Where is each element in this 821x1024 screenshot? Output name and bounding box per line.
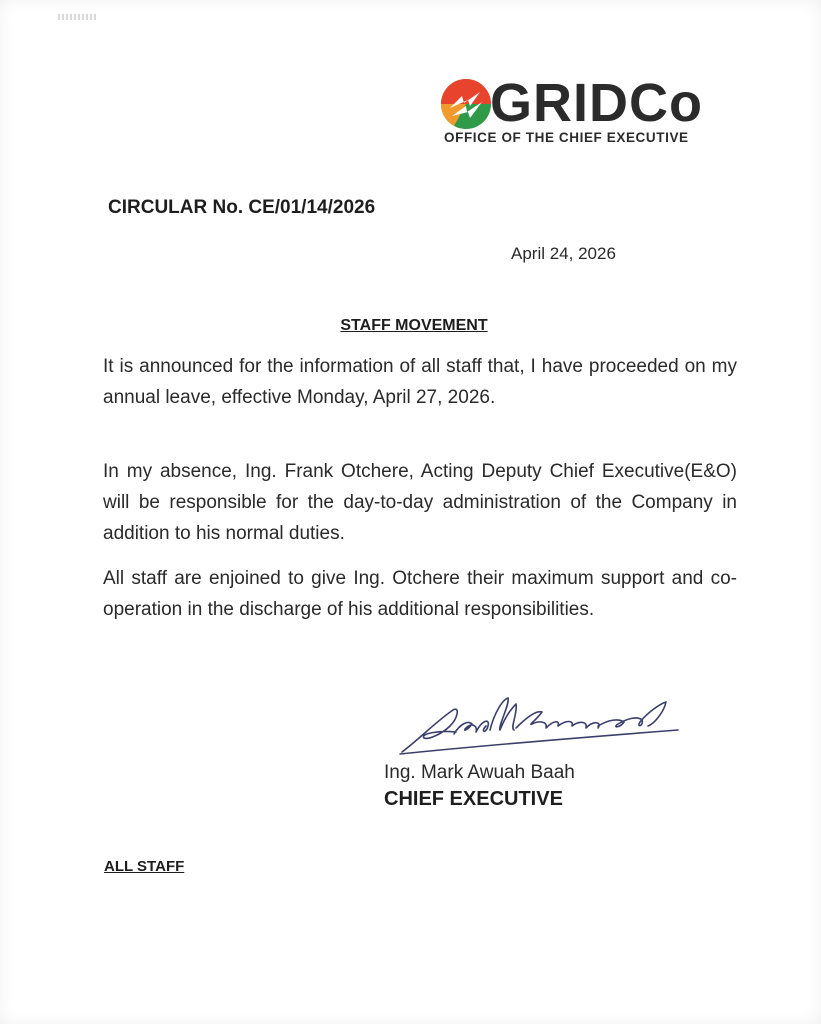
signer-name: Ing. Mark Awuah Baah xyxy=(384,762,575,783)
circular-subject: STAFF MOVEMENT xyxy=(340,317,488,334)
office-title: OFFICE OF THE CHIEF EXECUTIVE xyxy=(444,130,689,145)
signer-title: CHIEF EXECUTIVE xyxy=(384,788,563,810)
circular-date: April 24, 2026 xyxy=(511,244,616,263)
gridco-logo xyxy=(438,72,758,152)
body-paragraph: In my absence, Ing. Frank Otchere, Acting Deputy Chief Executive(E&O) will be responsible for the day-to-day administration of the Company in addition to his normal duties. xyxy=(103,461,737,544)
scan-artifact xyxy=(58,14,98,20)
body-paragraph: All staff are enjoined to give Ing. Otchere their maximum support and co-operation in the discharge of his additional responsibilities. xyxy=(103,568,737,620)
gridco-logo-icon xyxy=(440,78,492,130)
circular-number: CIRCULAR No. CE/01/14/2026 xyxy=(108,197,376,218)
brand-wordmark: GRIDCo xyxy=(490,73,703,133)
handwritten-signature-icon xyxy=(398,690,698,760)
body-paragraph: It is announced for the information of all staff that, I have proceeded on my annual leave, effective Monday, April 27, 2026. xyxy=(103,356,737,408)
distribution-list: ALL STAFF xyxy=(104,858,185,875)
